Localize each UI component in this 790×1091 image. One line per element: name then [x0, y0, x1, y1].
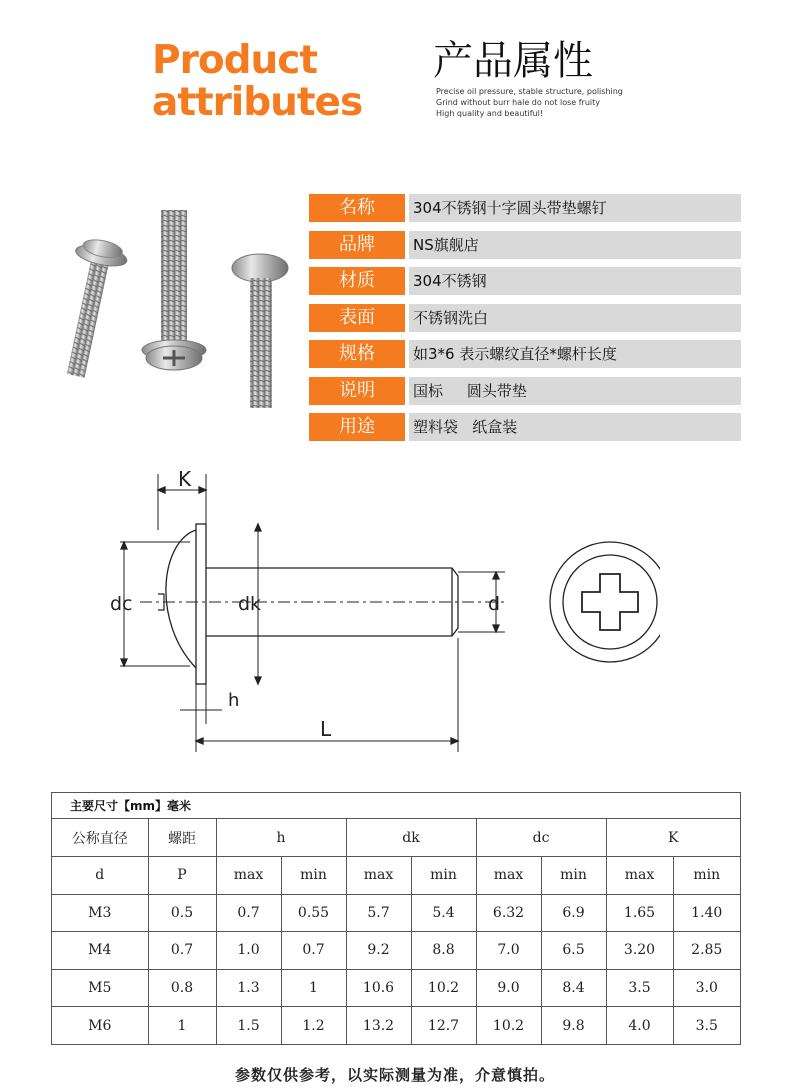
table-cell: 3.5 [673, 1007, 740, 1045]
title-english-line1: Product [152, 38, 318, 83]
dimension-table-caption: 主要尺寸【mm】毫米 [52, 793, 740, 819]
attribute-value: NS旗舰店 [409, 231, 741, 259]
header-cell: K [606, 819, 740, 857]
table-cell: 1 [281, 969, 346, 1007]
attributes-table [309, 194, 741, 450]
table-cell: 12.7 [411, 1007, 476, 1045]
table-cell: 4.0 [606, 1007, 673, 1045]
table-cell: 0.5 [148, 894, 216, 932]
label-dc: dc [110, 593, 133, 615]
table-cell: 8.4 [541, 969, 606, 1007]
attribute-key: 用途 [309, 413, 405, 441]
header-cell: d [52, 857, 148, 895]
header-cell: max [476, 857, 541, 895]
attribute-value: 304不锈钢 [409, 267, 741, 295]
table-cell: 1.0 [216, 932, 281, 970]
attribute-value: 不锈钢洗白 [409, 304, 741, 332]
table-row [52, 969, 740, 1007]
table-cell: 9.2 [346, 932, 411, 970]
attribute-row [309, 194, 741, 222]
attribute-row [309, 340, 741, 368]
header-cell: P [148, 857, 216, 895]
table-cell: 3.0 [673, 969, 740, 1007]
attribute-row [309, 267, 741, 295]
attribute-key: 表面 [309, 304, 405, 332]
attribute-row [309, 231, 741, 259]
table-cell: M4 [52, 932, 148, 970]
screw-small [55, 235, 130, 381]
table-cell: 9.8 [541, 1007, 606, 1045]
table-cell: 1.65 [606, 894, 673, 932]
table-cell: 1 [148, 1007, 216, 1045]
table-cell: 9.0 [476, 969, 541, 1007]
table-row [52, 932, 740, 970]
attribute-value: 塑料袋 纸盒装 [409, 413, 741, 441]
title-english-line2: attributes [152, 80, 363, 125]
screw-large [142, 210, 206, 370]
header-cell: 螺距 [148, 819, 216, 857]
table-cell: 1.5 [216, 1007, 281, 1045]
header-row [52, 857, 740, 895]
table-cell: 5.7 [346, 894, 411, 932]
header-row [52, 819, 740, 857]
table-cell: 10.2 [411, 969, 476, 1007]
header-cell: min [673, 857, 740, 895]
table-cell: 7.0 [476, 932, 541, 970]
table-cell: 3.20 [606, 932, 673, 970]
attribute-row [309, 304, 741, 332]
table-cell: 6.5 [541, 932, 606, 970]
header-cell: dc [476, 819, 606, 857]
header-cell: max [606, 857, 673, 895]
table-cell: 10.6 [346, 969, 411, 1007]
label-dk: dk [238, 593, 262, 615]
table-cell: 0.7 [216, 894, 281, 932]
table-row [52, 894, 740, 932]
header-cell: dk [346, 819, 476, 857]
label-l: L [320, 717, 332, 741]
attribute-value: 304不锈钢十字圆头带垫螺钉 [409, 194, 741, 222]
subtitle [436, 86, 623, 119]
table-cell: 1.2 [281, 1007, 346, 1045]
screw-top-view [550, 542, 660, 662]
subtitle-line: High quality and beautiful! [436, 109, 544, 118]
title-english [152, 40, 362, 124]
subtitle-line: Precise oil pressure, stable structure, polishing [436, 87, 623, 96]
label-k: K [178, 467, 192, 491]
table-cell: 5.4 [411, 894, 476, 932]
attribute-row [309, 413, 741, 441]
table-cell: 2.85 [673, 932, 740, 970]
table-cell: 6.32 [476, 894, 541, 932]
attribute-key: 名称 [309, 194, 405, 222]
table-cell: M3 [52, 894, 148, 932]
table-cell: 1.3 [216, 969, 281, 1007]
screw-head-dome [166, 530, 196, 668]
title-chinese: 产品属性 [433, 38, 593, 84]
table-cell: M6 [52, 1007, 148, 1045]
table-cell: 0.8 [148, 969, 216, 1007]
attribute-key: 品牌 [309, 231, 405, 259]
header-cell: min [281, 857, 346, 895]
dimension-grid [52, 819, 740, 1044]
header-cell: 公称直径 [52, 819, 148, 857]
table-cell: 8.8 [411, 932, 476, 970]
dimension-table [51, 792, 741, 1045]
table-row [52, 1007, 740, 1045]
attribute-row [309, 377, 741, 405]
footer-note: 参数仅供参考，以实际测量为准，介意慎拍。 [234, 1066, 555, 1084]
product-screws-image [55, 200, 295, 430]
label-d: d [488, 593, 501, 615]
table-cell: 13.2 [346, 1007, 411, 1045]
table-cell: 0.7 [281, 932, 346, 970]
table-cell: 6.9 [541, 894, 606, 932]
header-cell: min [411, 857, 476, 895]
attribute-value: 国标 圆头带垫 [409, 377, 741, 405]
table-cell: 0.7 [148, 932, 216, 970]
washer-plate [196, 524, 206, 684]
table-cell: 1.40 [673, 894, 740, 932]
attribute-key: 说明 [309, 377, 405, 405]
table-cell: 10.2 [476, 1007, 541, 1045]
attribute-key: 材质 [309, 267, 405, 295]
screw-dimension-diagram [100, 462, 660, 762]
screw-medium [232, 254, 288, 408]
table-cell: 3.5 [606, 969, 673, 1007]
table-cell: M5 [52, 969, 148, 1007]
label-h: h [228, 690, 240, 711]
header-cell: max [216, 857, 281, 895]
subtitle-line: Grind without burr hale do not lose fruity [436, 98, 600, 107]
header-cell: min [541, 857, 606, 895]
attribute-value: 如3*6 表示螺纹直径*螺杆长度 [409, 340, 741, 368]
attribute-key: 规格 [309, 340, 405, 368]
table-cell: 0.55 [281, 894, 346, 932]
header-cell: h [216, 819, 346, 857]
header-cell: max [346, 857, 411, 895]
